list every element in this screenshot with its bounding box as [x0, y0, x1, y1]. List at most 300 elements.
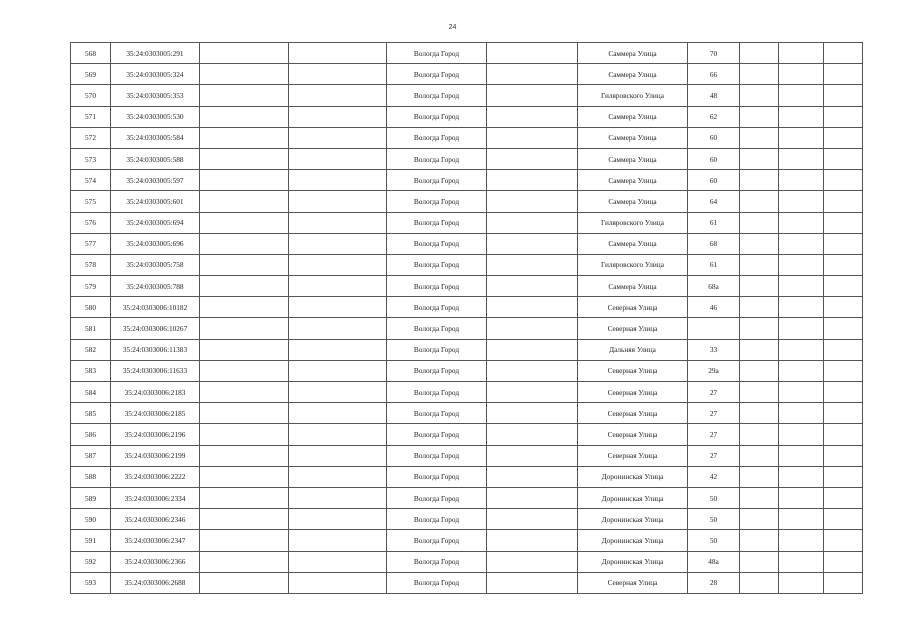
empty-cell — [824, 403, 863, 424]
empty-cell — [289, 403, 387, 424]
row-number-cell: 569 — [71, 64, 111, 85]
row-number-cell: 580 — [71, 297, 111, 318]
empty-cell — [779, 424, 824, 445]
empty-cell — [200, 127, 289, 148]
street-cell: Саммера Улица — [578, 233, 688, 254]
register-body — [71, 43, 863, 594]
empty-cell — [740, 445, 779, 466]
empty-cell — [487, 127, 578, 148]
empty-cell — [779, 127, 824, 148]
row-number-cell: 576 — [71, 212, 111, 233]
table-row — [71, 276, 863, 297]
city-cell: Вологда Город — [387, 551, 487, 572]
empty-cell — [824, 233, 863, 254]
empty-cell — [779, 64, 824, 85]
cadastral-number-cell: 35:24:0303006:2346 — [111, 509, 200, 530]
empty-cell — [200, 297, 289, 318]
house-number-cell: 60 — [688, 148, 740, 169]
cadastral-number-cell: 35:24:0303005:291 — [111, 43, 200, 64]
house-number-cell: 68 — [688, 233, 740, 254]
house-number-cell: 50 — [688, 509, 740, 530]
empty-cell — [779, 233, 824, 254]
row-number-cell: 568 — [71, 43, 111, 64]
empty-cell — [779, 466, 824, 487]
empty-cell — [289, 424, 387, 445]
empty-cell — [740, 530, 779, 551]
empty-cell — [200, 85, 289, 106]
city-cell: Вологда Город — [387, 43, 487, 64]
empty-cell — [200, 191, 289, 212]
row-number-cell: 589 — [71, 487, 111, 508]
house-number-cell: 48 — [688, 85, 740, 106]
empty-cell — [200, 382, 289, 403]
empty-cell — [289, 254, 387, 275]
house-number-cell: 62 — [688, 106, 740, 127]
row-number-cell: 579 — [71, 276, 111, 297]
table-row — [71, 445, 863, 466]
empty-cell — [740, 127, 779, 148]
table-row — [71, 43, 863, 64]
empty-cell — [487, 339, 578, 360]
empty-cell — [779, 297, 824, 318]
empty-cell — [824, 466, 863, 487]
house-number-cell: 33 — [688, 339, 740, 360]
empty-cell — [824, 424, 863, 445]
city-cell: Вологда Город — [387, 466, 487, 487]
street-cell: Доронинская Улица — [578, 509, 688, 530]
empty-cell — [487, 43, 578, 64]
street-cell: Саммера Улица — [578, 191, 688, 212]
empty-cell — [740, 551, 779, 572]
table-row — [71, 509, 863, 530]
empty-cell — [740, 148, 779, 169]
cadastral-number-cell: 35:24:0303005:758 — [111, 254, 200, 275]
empty-cell — [200, 424, 289, 445]
empty-cell — [487, 360, 578, 381]
house-number-cell: 42 — [688, 466, 740, 487]
street-cell: Доронинская Улица — [578, 530, 688, 551]
row-number-cell: 577 — [71, 233, 111, 254]
city-cell: Вологда Город — [387, 424, 487, 445]
cadastral-number-cell: 35:24:0303006:11383 — [111, 339, 200, 360]
empty-cell — [200, 445, 289, 466]
empty-cell — [289, 233, 387, 254]
empty-cell — [779, 487, 824, 508]
empty-cell — [200, 254, 289, 275]
empty-cell — [289, 382, 387, 403]
empty-cell — [200, 509, 289, 530]
cadastral-number-cell: 35:24:0303005:588 — [111, 148, 200, 169]
row-number-cell: 590 — [71, 509, 111, 530]
empty-cell — [824, 212, 863, 233]
register-table — [70, 42, 863, 594]
street-cell: Северная Улица — [578, 297, 688, 318]
empty-cell — [289, 339, 387, 360]
table-row — [71, 127, 863, 148]
empty-cell — [200, 572, 289, 593]
row-number-cell: 588 — [71, 466, 111, 487]
empty-cell — [487, 445, 578, 466]
empty-cell — [740, 572, 779, 593]
empty-cell — [740, 85, 779, 106]
empty-cell — [740, 212, 779, 233]
empty-cell — [824, 297, 863, 318]
empty-cell — [200, 551, 289, 572]
house-number-cell: 50 — [688, 487, 740, 508]
empty-cell — [487, 382, 578, 403]
table-row — [71, 148, 863, 169]
empty-cell — [200, 233, 289, 254]
street-cell: Доронинская Улица — [578, 466, 688, 487]
empty-cell — [824, 106, 863, 127]
city-cell: Вологда Город — [387, 339, 487, 360]
row-number-cell: 572 — [71, 127, 111, 148]
row-number-cell: 581 — [71, 318, 111, 339]
empty-cell — [779, 318, 824, 339]
street-cell: Северная Улица — [578, 360, 688, 381]
empty-cell — [824, 318, 863, 339]
empty-cell — [487, 212, 578, 233]
empty-cell — [200, 403, 289, 424]
row-number-cell: 571 — [71, 106, 111, 127]
empty-cell — [487, 318, 578, 339]
table-row — [71, 551, 863, 572]
empty-cell — [779, 339, 824, 360]
street-cell: Северная Улица — [578, 572, 688, 593]
empty-cell — [824, 191, 863, 212]
empty-cell — [740, 382, 779, 403]
empty-cell — [740, 43, 779, 64]
city-cell: Вологда Город — [387, 403, 487, 424]
cadastral-number-cell: 35:24:0303005:597 — [111, 170, 200, 191]
empty-cell — [487, 170, 578, 191]
house-number-cell: 60 — [688, 170, 740, 191]
empty-cell — [740, 487, 779, 508]
empty-cell — [824, 551, 863, 572]
city-cell: Вологда Город — [387, 509, 487, 530]
city-cell: Вологда Город — [387, 233, 487, 254]
row-number-cell: 585 — [71, 403, 111, 424]
empty-cell — [824, 487, 863, 508]
table-row — [71, 212, 863, 233]
empty-cell — [487, 551, 578, 572]
empty-cell — [289, 466, 387, 487]
street-cell: Доронинская Улица — [578, 551, 688, 572]
empty-cell — [824, 339, 863, 360]
row-number-cell: 586 — [71, 424, 111, 445]
table-row — [71, 170, 863, 191]
cadastral-number-cell: 35:24:0303006:11633 — [111, 360, 200, 381]
cadastral-number-cell: 35:24:0303005:353 — [111, 85, 200, 106]
empty-cell — [824, 148, 863, 169]
empty-cell — [740, 233, 779, 254]
street-cell: Саммера Улица — [578, 148, 688, 169]
empty-cell — [289, 318, 387, 339]
empty-cell — [824, 572, 863, 593]
house-number-cell: 60 — [688, 127, 740, 148]
cadastral-number-cell: 35:24:0303006:2185 — [111, 403, 200, 424]
row-number-cell: 574 — [71, 170, 111, 191]
empty-cell — [824, 85, 863, 106]
empty-cell — [487, 85, 578, 106]
empty-cell — [779, 509, 824, 530]
table-row — [71, 297, 863, 318]
cadastral-number-cell: 35:24:0303006:2183 — [111, 382, 200, 403]
table-row — [71, 487, 863, 508]
empty-cell — [200, 148, 289, 169]
cadastral-number-cell: 35:24:0303005:530 — [111, 106, 200, 127]
city-cell: Вологда Город — [387, 382, 487, 403]
city-cell: Вологда Город — [387, 212, 487, 233]
table-row — [71, 424, 863, 445]
empty-cell — [200, 43, 289, 64]
cadastral-number-cell: 35:24:0303006:2334 — [111, 487, 200, 508]
house-number-cell: 46 — [688, 297, 740, 318]
empty-cell — [200, 212, 289, 233]
empty-cell — [200, 276, 289, 297]
empty-cell — [289, 170, 387, 191]
empty-cell — [824, 64, 863, 85]
empty-cell — [487, 487, 578, 508]
empty-cell — [824, 445, 863, 466]
empty-cell — [740, 106, 779, 127]
empty-cell — [289, 43, 387, 64]
empty-cell — [740, 339, 779, 360]
empty-cell — [779, 85, 824, 106]
street-cell: Саммера Улица — [578, 276, 688, 297]
house-number-cell: 28 — [688, 572, 740, 593]
house-number-cell: 27 — [688, 445, 740, 466]
table-row — [71, 106, 863, 127]
street-cell: Гиляровского Улица — [578, 212, 688, 233]
empty-cell — [200, 487, 289, 508]
empty-cell — [779, 276, 824, 297]
empty-cell — [200, 466, 289, 487]
house-number-cell: 50 — [688, 530, 740, 551]
empty-cell — [779, 212, 824, 233]
street-cell: Саммера Улица — [578, 106, 688, 127]
empty-cell — [200, 530, 289, 551]
empty-cell — [289, 276, 387, 297]
cadastral-number-cell: 35:24:0303006:10267 — [111, 318, 200, 339]
cadastral-number-cell: 35:24:0303006:2222 — [111, 466, 200, 487]
city-cell: Вологда Город — [387, 572, 487, 593]
street-cell: Саммера Улица — [578, 127, 688, 148]
row-number-cell: 591 — [71, 530, 111, 551]
empty-cell — [487, 276, 578, 297]
house-number-cell: 68а — [688, 276, 740, 297]
row-number-cell: 587 — [71, 445, 111, 466]
empty-cell — [779, 382, 824, 403]
empty-cell — [200, 106, 289, 127]
cadastral-number-cell: 35:24:0303006:2347 — [111, 530, 200, 551]
empty-cell — [824, 170, 863, 191]
empty-cell — [740, 64, 779, 85]
street-cell: Доронинская Улица — [578, 487, 688, 508]
street-cell: Северная Улица — [578, 318, 688, 339]
empty-cell — [779, 403, 824, 424]
empty-cell — [200, 339, 289, 360]
empty-cell — [487, 297, 578, 318]
empty-cell — [740, 318, 779, 339]
city-cell: Вологда Город — [387, 487, 487, 508]
empty-cell — [740, 297, 779, 318]
street-cell: Северная Улица — [578, 424, 688, 445]
city-cell: Вологда Город — [387, 148, 487, 169]
empty-cell — [487, 148, 578, 169]
house-number-cell — [688, 318, 740, 339]
table-row — [71, 191, 863, 212]
city-cell: Вологда Город — [387, 191, 487, 212]
city-cell: Вологда Город — [387, 85, 487, 106]
cadastral-number-cell: 35:24:0303006:2688 — [111, 572, 200, 593]
table-row — [71, 530, 863, 551]
row-number-cell: 578 — [71, 254, 111, 275]
cadastral-number-cell: 35:24:0303005:601 — [111, 191, 200, 212]
page-number: 24 — [448, 24, 457, 31]
house-number-cell: 66 — [688, 64, 740, 85]
table-row — [71, 572, 863, 593]
row-number-cell: 570 — [71, 85, 111, 106]
street-cell: Гиляровского Улица — [578, 85, 688, 106]
empty-cell — [824, 382, 863, 403]
empty-cell — [740, 170, 779, 191]
cadastral-number-cell: 35:24:0303005:788 — [111, 276, 200, 297]
empty-cell — [289, 85, 387, 106]
empty-cell — [289, 445, 387, 466]
empty-cell — [487, 530, 578, 551]
empty-cell — [487, 466, 578, 487]
empty-cell — [824, 43, 863, 64]
empty-cell — [779, 551, 824, 572]
street-cell: Саммера Улица — [578, 64, 688, 85]
city-cell: Вологда Город — [387, 297, 487, 318]
cadastral-number-cell: 35:24:0303005:696 — [111, 233, 200, 254]
table-row — [71, 339, 863, 360]
empty-cell — [200, 318, 289, 339]
table-row — [71, 233, 863, 254]
table-row — [71, 85, 863, 106]
empty-cell — [487, 191, 578, 212]
city-cell: Вологда Город — [387, 276, 487, 297]
empty-cell — [779, 360, 824, 381]
row-number-cell: 583 — [71, 360, 111, 381]
table-row — [71, 403, 863, 424]
empty-cell — [289, 64, 387, 85]
street-cell: Саммера Улица — [578, 43, 688, 64]
cadastral-number-cell: 35:24:0303005:584 — [111, 127, 200, 148]
empty-cell — [740, 424, 779, 445]
empty-cell — [289, 106, 387, 127]
empty-cell — [289, 572, 387, 593]
row-number-cell: 593 — [71, 572, 111, 593]
house-number-cell: 61 — [688, 254, 740, 275]
empty-cell — [779, 106, 824, 127]
empty-cell — [779, 191, 824, 212]
empty-cell — [200, 64, 289, 85]
row-number-cell: 573 — [71, 148, 111, 169]
empty-cell — [289, 360, 387, 381]
empty-cell — [824, 530, 863, 551]
empty-cell — [487, 509, 578, 530]
empty-cell — [289, 509, 387, 530]
house-number-cell: 70 — [688, 43, 740, 64]
empty-cell — [740, 466, 779, 487]
empty-cell — [487, 254, 578, 275]
empty-cell — [779, 170, 824, 191]
street-cell: Саммера Улица — [578, 170, 688, 191]
street-cell: Гиляровского Улица — [578, 254, 688, 275]
city-cell: Вологда Город — [387, 530, 487, 551]
empty-cell — [779, 530, 824, 551]
house-number-cell: 48а — [688, 551, 740, 572]
table-row — [71, 318, 863, 339]
empty-cell — [289, 297, 387, 318]
street-cell: Северная Улица — [578, 382, 688, 403]
empty-cell — [824, 254, 863, 275]
cadastral-number-cell: 35:24:0303005:694 — [111, 212, 200, 233]
empty-cell — [740, 254, 779, 275]
city-cell: Вологда Город — [387, 360, 487, 381]
row-number-cell: 592 — [71, 551, 111, 572]
table-row — [71, 254, 863, 275]
empty-cell — [289, 551, 387, 572]
city-cell: Вологда Город — [387, 254, 487, 275]
city-cell: Вологда Город — [387, 170, 487, 191]
street-cell: Северная Улица — [578, 445, 688, 466]
empty-cell — [740, 276, 779, 297]
empty-cell — [289, 127, 387, 148]
empty-cell — [289, 191, 387, 212]
table-row — [71, 360, 863, 381]
row-number-cell: 575 — [71, 191, 111, 212]
cadastral-number-cell: 35:24:0303005:324 — [111, 64, 200, 85]
house-number-cell: 61 — [688, 212, 740, 233]
street-cell: Северная Улица — [578, 403, 688, 424]
row-number-cell: 582 — [71, 339, 111, 360]
street-cell: Дальняя Улица — [578, 339, 688, 360]
empty-cell — [487, 572, 578, 593]
empty-cell — [740, 509, 779, 530]
empty-cell — [779, 572, 824, 593]
empty-cell — [779, 148, 824, 169]
house-number-cell: 27 — [688, 403, 740, 424]
empty-cell — [740, 360, 779, 381]
house-number-cell: 27 — [688, 424, 740, 445]
cadastral-number-cell: 35:24:0303006:2196 — [111, 424, 200, 445]
empty-cell — [487, 403, 578, 424]
empty-cell — [289, 148, 387, 169]
table-row — [71, 64, 863, 85]
table-row — [71, 466, 863, 487]
empty-cell — [824, 360, 863, 381]
empty-cell — [200, 170, 289, 191]
empty-cell — [824, 509, 863, 530]
cadastral-number-cell: 35:24:0303006:2199 — [111, 445, 200, 466]
house-number-cell: 29а — [688, 360, 740, 381]
empty-cell — [487, 424, 578, 445]
empty-cell — [779, 445, 824, 466]
empty-cell — [740, 191, 779, 212]
house-number-cell: 64 — [688, 191, 740, 212]
empty-cell — [289, 212, 387, 233]
city-cell: Вологда Город — [387, 445, 487, 466]
empty-cell — [779, 254, 824, 275]
empty-cell — [487, 106, 578, 127]
empty-cell — [824, 276, 863, 297]
empty-cell — [487, 64, 578, 85]
empty-cell — [487, 233, 578, 254]
